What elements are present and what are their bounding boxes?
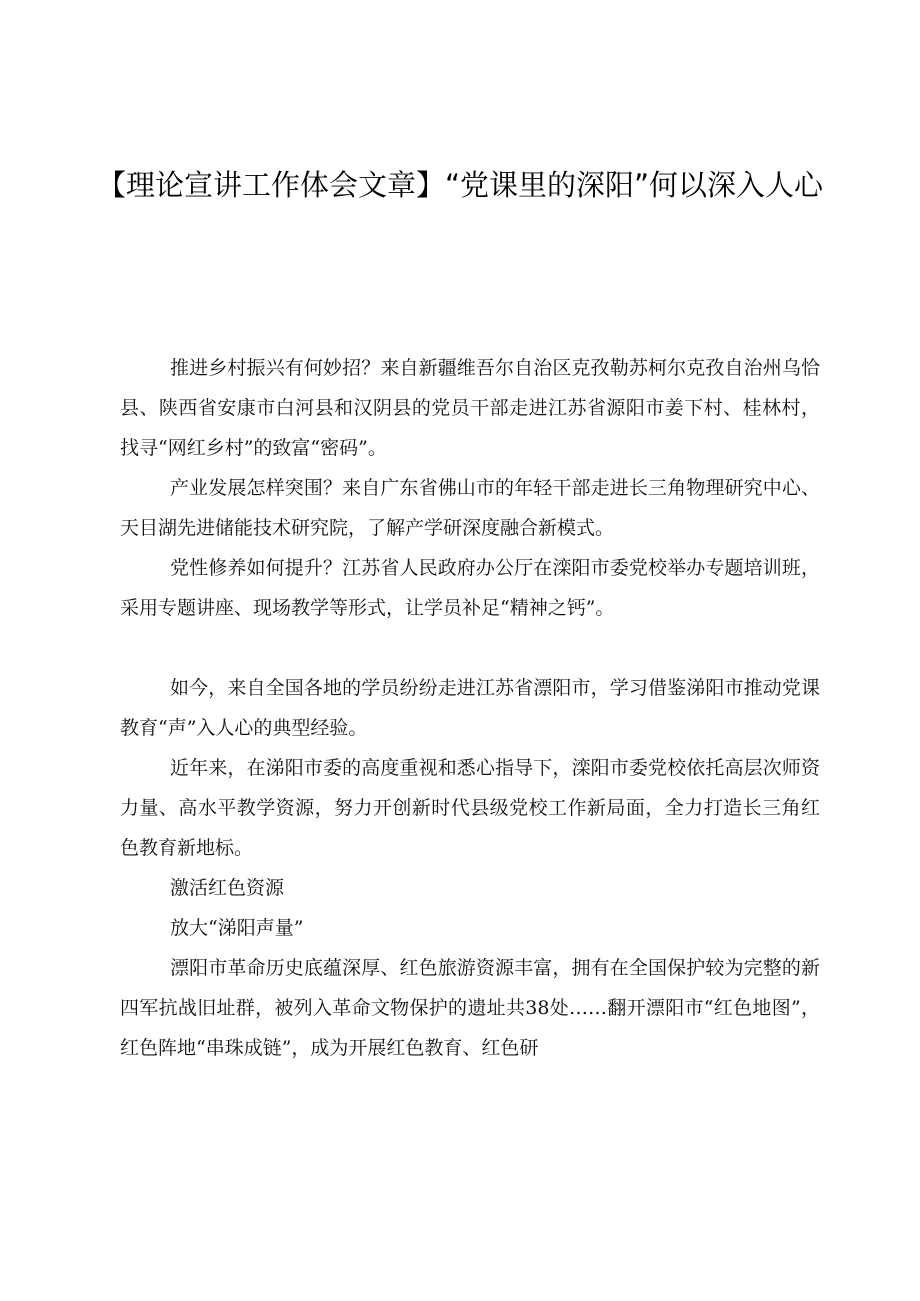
section-heading-line-1: 激活红色资源	[170, 877, 285, 899]
section-heading-line-2: 放大“涕阳声量”	[170, 917, 304, 939]
paragraph: 近年来，在涕阳市委的高度重视和悉心指导下，滦阳市委党校依托高层次师资力量、高水平教学资源，努力开创新时代县级党校工作新局面，全力打造长三角红色教育新地标。	[120, 757, 820, 859]
paragraph: 推进乡村振兴有何妙招？来自新疆维吾尔自治区克孜勒苏柯尔克孜自治州乌恰县、陕西省安康市白河县和汉阴县的党员干部走进江苏省源阳市姜下村、桂林村，找寻“网红乡村”的致富“密码”。	[120, 357, 820, 459]
paragraph: 产业发展怎样突围？来自广东省佛山市的年轻干部走进长三角物理研究中心、天目湖先进储能技术研究院，了解产学研深度融合新模式。	[120, 477, 820, 539]
document-title: 【理论宣讲工作体会文章】“党课里的深阳”何以深入人心	[96, 168, 824, 202]
document-body	[120, 348, 820, 1068]
paragraph: 党性修养如何提升？江苏省人民政府办公厅在滦阳市委党校举办专题培训班，采用专题讲座、现场教学等形式，让学员补足“精神之钙”。	[120, 557, 820, 619]
paragraph: 如今，来自全国各地的学员纷纷走进江苏省漂阳市，学习借鉴涕阳市推动党课教育“声”入人心的典型经验。	[120, 677, 820, 739]
paragraph: 漂阳市革命历史底蕴深厚、红色旅游资源丰富，拥有在全国保护较为完整的新四军抗战旧址群，被列入革命文物保护的遗址共38处……翻开漂阳市“红色地图”，红色阵地“串珠成链”，成为开展红色教育、红色研	[120, 957, 820, 1059]
